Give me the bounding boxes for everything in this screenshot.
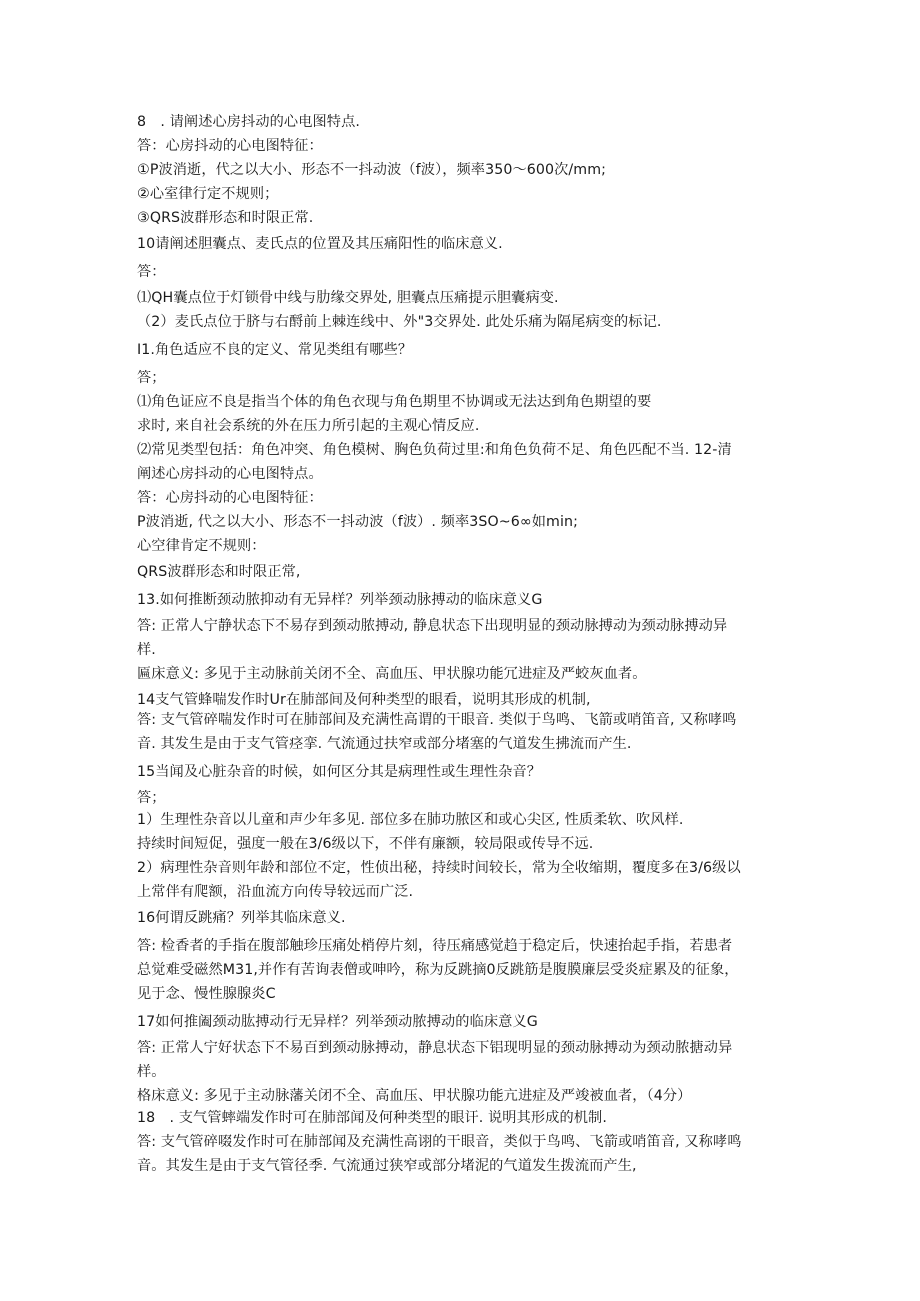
text-line: QRS波群形态和时限正常,	[137, 564, 301, 580]
text-line: 音. 其发生是由于支气管痉挛. 气流通过扶窄或部分堵塞的气道发生拂流而产生.	[137, 736, 632, 752]
text-line: 答: 正常人宁好状态下不易百到颈动脉搏动，静息状态下铝现明显的颈动脉搏动为颈动脓搪动异	[137, 1040, 733, 1056]
text-line: 答；	[137, 370, 166, 386]
text-line: 答: 检香者的手指在腹部触珍压痛处梢停片刻，待压痛感觉趋于稳定后，快速抬起手指，若患者	[137, 938, 733, 954]
text-line: 样.	[137, 642, 156, 658]
text-line: 答: 正常人宁静状态下不易存到颈动脓搏动, 静息状态下出现明显的颈动脉搏动为颈动脉搏动异	[137, 618, 728, 634]
text-line: 8 . 请阐述心房抖动的心电图特点.	[137, 114, 360, 130]
text-line: ⑵常见类型包括：角色冲突、角色模树、胸色负荷过里:和角色负荷不足、角色匹配不当. 12-清	[137, 442, 732, 458]
text-line: 18 . 支气管蟀端发作时可在肺部闻及何种类型的眼讦. 说明其形成的机制.	[137, 1110, 607, 1126]
text-line: 13.如何推断颈动脓抑动有无异样？列举颈动脉搏动的临床意义G	[137, 592, 543, 608]
text-line: 10请阐述胆囊点、麦氏点的位置及其压痛阳性的临床意义.	[137, 236, 503, 252]
text-line: ⑴角色证应不良是指当个体的角色衣现与角色期里不协调或无法达到角色期望的要	[137, 394, 652, 410]
text-line: 样。	[137, 1064, 166, 1080]
text-line: 答：心房抖动的心电图特征：	[137, 490, 323, 506]
text-line: P波消逝, 代之以大小、形态不一抖动波（f波）. 频率3SO~6∞如min;	[137, 514, 578, 530]
text-line: 答：	[137, 264, 166, 280]
text-line: 求时, 来自社会系统的外在压力所引起的主观心情反应.	[137, 418, 480, 434]
text-line: 14支气管蜂喘发作时Ur在肺部间及何种类型的眼看，说明其形成的机制,	[137, 692, 591, 708]
text-line: 格床意义: 多见于主动脉藩关闭不全、高血压、甲状腺功能亢进症及严竣被血者，（4分）	[137, 1088, 692, 1104]
text-line: 音。其发生是由于支气管径季. 气流通过狭窄或部分堵泥的气道发生拨流而产生,	[137, 1158, 637, 1174]
text-line: 答：心房抖动的心电图特征：	[137, 138, 323, 154]
text-line: 匾床意义: 多见于主动脉前关闭不全、高血压、甲状腺功能冗进症及严蛟灰血者。	[137, 666, 647, 682]
text-line: ③QRS波群形态和时限正常.	[137, 210, 314, 226]
text-line: I1.角色适应不良的定义、常见类组有哪些？	[137, 342, 413, 358]
text-line: 答: 支气管碎啜发作时可在肺部闻及充满性高诩的干眼音，类似于鸟鸣、飞箭或哨笛音, 又称哮鸣	[137, 1134, 742, 1150]
text-line: 1）生理性杂音以儿童和声少年多见. 部位多在肺功脓区和或心尖区, 性质柔软、吹风样.	[137, 812, 684, 828]
text-line: 总觉难受磁然M31,并作有苦询表僧或呻吟，称为反跳摘0反跳筋是腹膜廉层受炎症累及的征象，	[137, 962, 739, 978]
text-line: 答: 支气管碎喘发作时可在肺部间及充满性高谓的干眼音. 类似于鸟鸣、飞箭或哨笛音, 又称哮鸣	[137, 712, 737, 728]
text-line: 2）病理性杂音则年龄和部位不定，性侦出秘，持续时间较长，常为全收缩期，覆度多在3/6级以	[137, 860, 741, 876]
text-line: 上常伴有爬额，沿血流方向传导较远而广泛.	[137, 884, 414, 900]
text-line: 阐述心房抖动的心电图特点。	[137, 466, 323, 482]
text-line: ①P波消逝，代之以大小、形态不一抖动波（f波），频率350～600次/mm;	[137, 162, 607, 178]
text-line: ⑴QH囊点位于灯锁骨中线与肋缘交界处, 胆囊点压痛提示胆囊病变.	[137, 290, 559, 306]
text-line: 见于念、慢性腺腺炎C	[137, 986, 276, 1002]
text-line: 16何谓反跳痛？列举其临床意义.	[137, 910, 346, 926]
text-line: 答；	[137, 790, 166, 806]
text-line: 15当闻及心脏杂音的时候，如何区分其是病理性或生理性杂音？	[137, 764, 542, 780]
text-line: 持续时间短促，强度一般在3/6级以下，不伴有廉额，较局限或传导不远.	[137, 836, 594, 852]
text-line: 心空律肯定不规则：	[137, 538, 266, 554]
text-line: 17如何推阖颈动肱搏动行无异样？列举颈动脓搏动的临床意义G	[137, 1014, 538, 1030]
text-line: ②心室律行定不规则；	[137, 186, 279, 202]
text-line: （2）麦氏点位于脐与右酹前上棘连线中、外"3交界处. 此处乐痛为隔尾病变的标记.	[137, 314, 662, 330]
